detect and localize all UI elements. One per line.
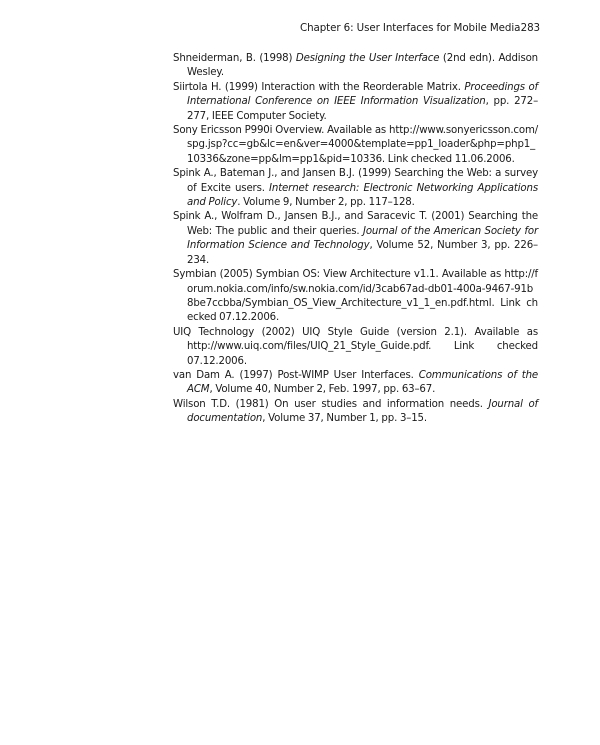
reference-details: , Volume 37, Number 1, pp. 3–15. [262,413,427,425]
reference-text: Symbian (2005) Symbian OS: View Architecture v1.1. Available as http://forum.nokia.com/info/sw.nokia.com/id/3cab67ad-db01-400a-9467-91b8be7ccbba/Symbian_OS_View_Architecture_v1_1_en.pdf.html. Link checked 07.12.2006. [173,269,538,324]
reference-title: Journal of the American Society for Information Science and Technology [187,225,538,252]
reference-title: Journal of documentation [187,398,538,425]
reference-entry [173,52,538,81]
reference-details: . Volume 9, Number 2, pp. 117–128. [237,197,415,209]
reference-title: Proceedings of International Conference on IEEE Information Visualization [187,81,538,108]
reference-text: Spink A., Wolfram D., Jansen B.J., and Saracevic T. (2001) Searching the Web: The public and their queries. [173,211,538,237]
reference-text: UIQ Technology (2002) UIQ Style Guide (version 2.1). Available as http://www.uiq.com/files/UIQ_21_Style_Guide.pdf. Link checked 07.12.2006. [173,326,538,367]
page-number: 283 [520,22,540,34]
reference-title: Internet research: Electronic Networking Applications and Policy [187,182,538,209]
chapter-title: Chapter 6: User Interfaces for Mobile Media [300,22,521,34]
reference-text: van Dam A. (1997) Post-WIMP User Interfaces. [173,369,419,381]
reference-title: Designing the User Interface [295,53,440,64]
reference-entry [173,210,538,268]
reference-entry [173,398,538,427]
reference-list [173,52,538,427]
reference-details: , Volume 40, Number 2, Feb. 1997, pp. 63–67. [209,384,436,396]
reference-entry [173,81,538,124]
reference-text: Sony Ericsson P990i Overview. Available as http://www.sonyericsson.com/spg.jsp?cc=gb&lc=en&ver=4000&template=pp1_loader&php=php1_10336&zone=pp&lm=pp1&pid=10336. Link checked 11.06.2006. [173,125,538,165]
reference-entry [173,124,538,167]
reference-details: (2nd edn). Addison Wesley. [187,53,538,79]
reference-entry [173,268,538,326]
reference-title: Communications of the ACM [187,369,538,396]
reference-entry [173,167,538,210]
reference-text: Shneiderman, B. (1998) [173,53,296,64]
reference-text: Spink A., Bateman J., and Jansen B.J. (1999) Searching the Web: a survey of Excite users. [173,168,538,194]
reference-entry [173,326,538,369]
reference-details: , pp. 272–277, IEEE Computer Society. [187,96,539,122]
reference-text: Siirtola H. (1999) Interaction with the Reorderable Matrix. [173,81,465,93]
reference-text: Wilson T.D. (1981) On user studies and information needs. [173,398,489,410]
reference-entry [173,369,538,398]
reference-details: , Volume 52, Number 3, pp. 226–234. [187,240,538,266]
